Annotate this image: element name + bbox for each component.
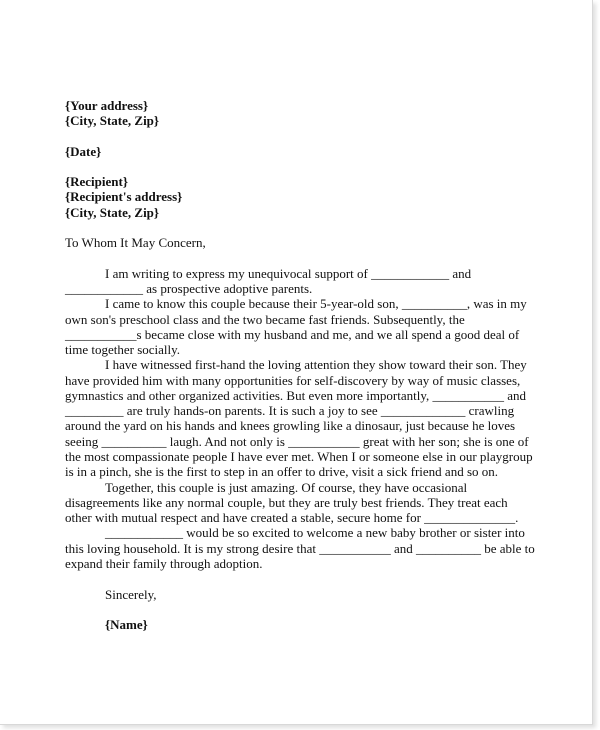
body-line: the most compassionate people I have ever met. When I or someone else in our playgroup: [65, 449, 533, 464]
body-line: gymnastics and other organized activities. But even more importantly, ___________ and: [65, 388, 527, 403]
body-line: Together, this couple is just amazing. Of course, they have occasional: [105, 480, 468, 495]
date: {Date}: [65, 144, 102, 159]
recipient-address: {Recipient's address}: [65, 189, 183, 204]
body-line: _________ are truly hands-on parents. It is such a joy to see _____________ crawling: [65, 403, 515, 418]
recipient-city: {City, State, Zip}: [65, 205, 160, 220]
body-line: I came to know this couple because their 5-year-old son, __________, was in my: [105, 296, 527, 311]
body-line: time together socially.: [65, 342, 181, 357]
body-line: I have witnessed first-hand the loving attention they show toward their son. They: [105, 357, 527, 372]
body-line: ____________ would be so excited to welcome a new baby brother or sister into: [105, 525, 525, 540]
body-line: is in a pinch, she is the first to step in an offer to drive, visit a sick friend and so on.: [65, 464, 499, 479]
sender-city: {City, State, Zip}: [65, 113, 160, 128]
body-line: ___________s became close with my husband and me, and we all spend a good deal of: [65, 327, 520, 342]
body-line: expand their family through adoption.: [65, 556, 263, 571]
body-line: I am writing to express my unequivocal support of ____________ and: [105, 266, 472, 281]
body-line: disagreements like any normal couple, but they are truly best friends. They treat each: [65, 495, 508, 510]
body-line: ____________ as prospective adoptive parents.: [65, 281, 313, 296]
salutation: To Whom It May Concern,: [65, 235, 206, 250]
recipient-name: {Recipient}: [65, 174, 128, 189]
body-line: other with mutual respect and have created a stable, secure home for ______________.: [65, 510, 519, 525]
body-line: have provided him with many opportunities for self-discovery by way of music classes,: [65, 373, 521, 388]
body-line: around the yard on his hands and knees growling like a dinosaur, just because he loves: [65, 418, 516, 433]
sender-address: {Your address}: [65, 98, 149, 113]
signature: {Name}: [105, 617, 148, 632]
body-line: this loving household. It is my strong desire that ___________ and __________ be able to: [65, 541, 535, 556]
body-line: own son's preschool class and the two became fast friends. Subsequently, the: [65, 312, 465, 327]
closing: Sincerely,: [105, 587, 157, 602]
body-line: seeing __________ laugh. And not only is ___________ great with her son; she is one of: [65, 434, 529, 449]
